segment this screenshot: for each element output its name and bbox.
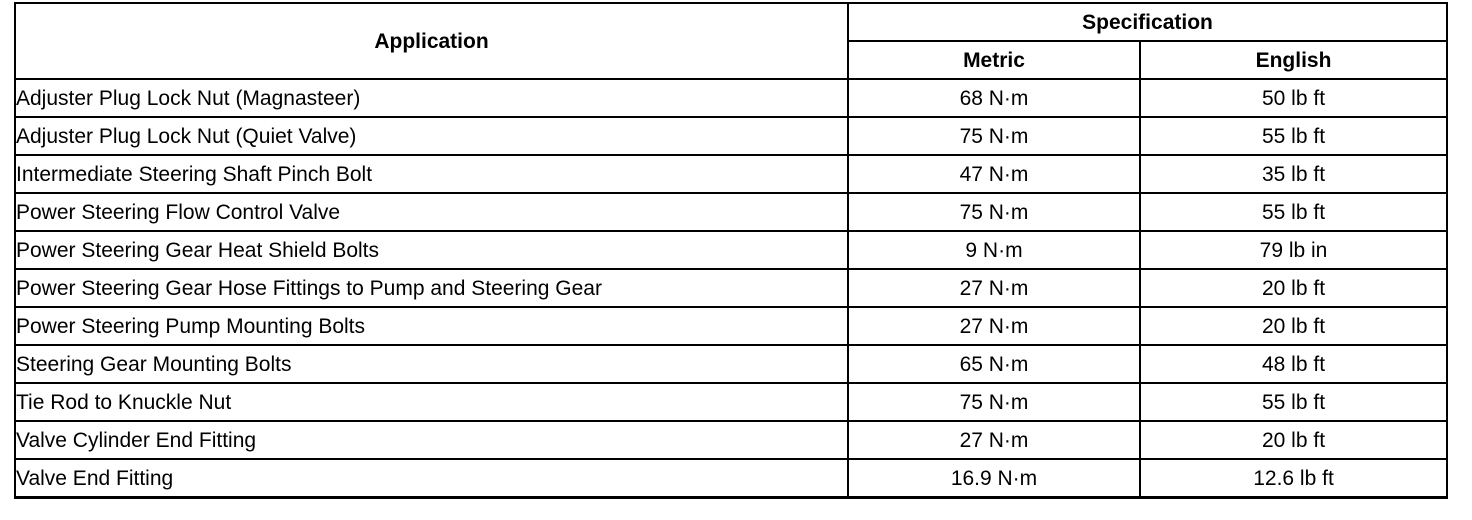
table-row <box>15 307 1447 345</box>
metric-value-cell: 75 N·m <box>848 193 1140 231</box>
english-value-cell: 55 lb ft <box>1140 383 1447 421</box>
metric-value-cell: 47 N·m <box>848 155 1140 193</box>
application-cell: Power Steering Gear Hose Fittings to Pump and Steering Gear <box>15 269 848 307</box>
application-cell: Adjuster Plug Lock Nut (Quiet Valve) <box>15 117 848 155</box>
english-value-cell: 48 lb ft <box>1140 345 1447 383</box>
table-row <box>15 117 1447 155</box>
metric-column-header: Metric <box>848 41 1140 79</box>
table-row <box>15 383 1447 421</box>
table-row <box>15 421 1447 459</box>
table-row <box>15 269 1447 307</box>
english-column-header: English <box>1140 41 1447 79</box>
english-value-cell: 20 lb ft <box>1140 421 1447 459</box>
application-cell: Valve End Fitting <box>15 459 848 498</box>
table-row <box>15 231 1447 269</box>
application-cell: Tie Rod to Knuckle Nut <box>15 383 848 421</box>
torque-specification-table <box>14 2 1448 499</box>
metric-value-cell: 16.9 N·m <box>848 459 1140 498</box>
metric-value-cell: 75 N·m <box>848 383 1140 421</box>
metric-value-cell: 27 N·m <box>848 421 1140 459</box>
application-cell: Steering Gear Mounting Bolts <box>15 345 848 383</box>
english-value-cell: 55 lb ft <box>1140 117 1447 155</box>
english-value-cell: 50 lb ft <box>1140 79 1447 117</box>
english-value-cell: 79 lb in <box>1140 231 1447 269</box>
application-cell: Power Steering Pump Mounting Bolts <box>15 307 848 345</box>
table-body <box>15 79 1447 498</box>
table-row <box>15 193 1447 231</box>
metric-value-cell: 65 N·m <box>848 345 1140 383</box>
table-row <box>15 345 1447 383</box>
metric-value-cell: 9 N·m <box>848 231 1140 269</box>
english-value-cell: 20 lb ft <box>1140 307 1447 345</box>
application-cell: Adjuster Plug Lock Nut (Magnasteer) <box>15 79 848 117</box>
english-value-cell: 35 lb ft <box>1140 155 1447 193</box>
metric-value-cell: 75 N·m <box>848 117 1140 155</box>
application-cell: Valve Cylinder End Fitting <box>15 421 848 459</box>
application-cell: Power Steering Gear Heat Shield Bolts <box>15 231 848 269</box>
table-row <box>15 79 1447 117</box>
metric-value-cell: 27 N·m <box>848 307 1140 345</box>
application-column-header: Application <box>15 3 848 79</box>
english-value-cell: 12.6 lb ft <box>1140 459 1447 498</box>
table-header <box>15 3 1447 79</box>
table-row <box>15 459 1447 498</box>
application-cell: Power Steering Flow Control Valve <box>15 193 848 231</box>
metric-value-cell: 68 N·m <box>848 79 1140 117</box>
specification-column-header: Specification <box>848 3 1447 41</box>
table-row <box>15 155 1447 193</box>
application-cell: Intermediate Steering Shaft Pinch Bolt <box>15 155 848 193</box>
header-row-top <box>15 3 1447 41</box>
english-value-cell: 55 lb ft <box>1140 193 1447 231</box>
metric-value-cell: 27 N·m <box>848 269 1140 307</box>
english-value-cell: 20 lb ft <box>1140 269 1447 307</box>
